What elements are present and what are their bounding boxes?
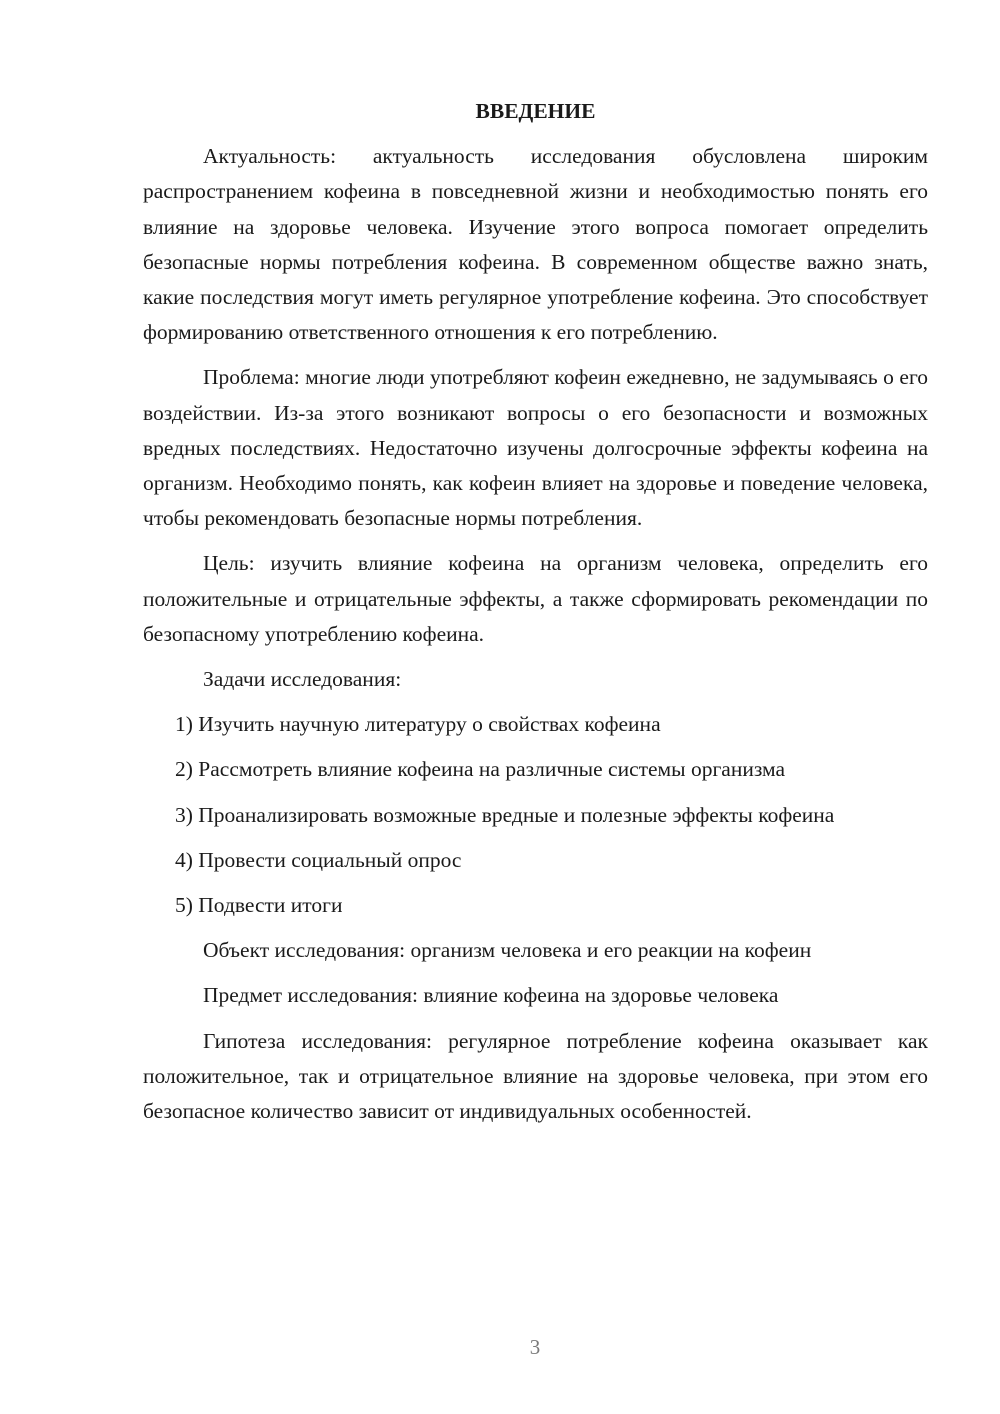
subject-paragraph: Предмет исследования: влияние кофеина на здоровье человека [203,983,779,1008]
object-paragraph: Объект исследования: организм человека и его реакции на кофеин [203,938,812,963]
task-item-2: 2) Рассмотреть влияние кофеина на различные системы организма [175,757,786,782]
tasks-heading: Задачи исследования: [203,667,402,692]
task-item-1: 1) Изучить научную литературу о свойствах кофеина [175,712,661,737]
problem-paragraph: Проблема: многие люди употребляют кофеин ежедневно, не задумываясь о его воздействии. Из-за этого возникают вопросы о его безопасности и возможных вредных последствиях. Недостаточно изучены долгосрочные эффекты кофеина на организм. Необходимо понять, как кофеин влияет на здоровье и поведение человека, чтобы рекомендовать безопасные нормы потребления. [143,365,928,531]
page-number: 3 [529,1335,541,1359]
relevance-paragraph: Актуальность: актуальность исследования обусловлена широким распространением кофеина в повседневной жизни и необходимостью понять его влияние на здоровье человека. Изучение этого вопроса помогает определить безопасные нормы потребления кофеина. В современном обществе важно знать, какие последствия могут иметь регулярное употребление кофеина. Это способствует формированию ответственного отношения к его потреблению. [143,144,928,345]
section-title: ВВЕДЕНИЕ [475,99,596,123]
task-item-4: 4) Провести социальный опрос [175,847,462,872]
hypothesis-paragraph: Гипотеза исследования: регулярное потребление кофеина оказывает как положительное, так и отрицательное влияние на здоровье человека, при этом его безопасное количество зависит от индивидуальных особенностей. [143,1028,928,1124]
page-content [143,94,928,1139]
task-item-3: 3) Проанализировать возможные вредные и полезные эффекты кофеина [175,802,835,827]
task-item-5: 5) Подвести итоги [175,893,343,918]
goal-paragraph: Цель: изучить влияние кофеина на организм человека, определить его положительные и отрицательные эффекты, а также сформировать рекомендации по безопасному употреблению кофеина. [143,551,928,646]
